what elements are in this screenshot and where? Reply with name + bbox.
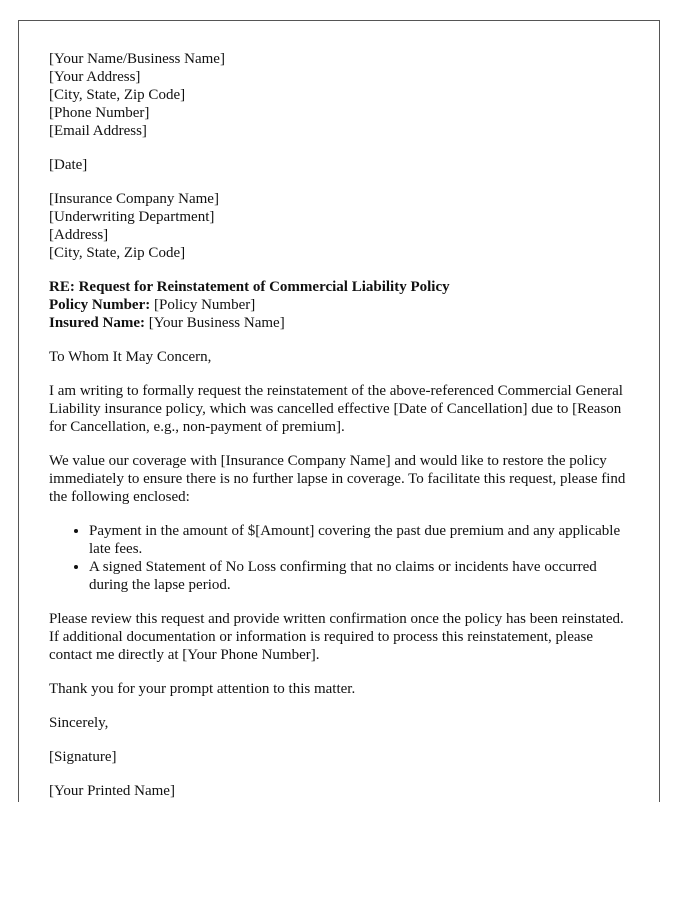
closing-paragraph-2: Thank you for your prompt attention to this matter.: [49, 681, 356, 697]
policy-number-value: [Policy Number]: [150, 297, 256, 313]
insured-name-value: [Your Business Name]: [144, 315, 285, 331]
recipient-company: [Insurance Company Name]: [49, 191, 219, 207]
date-block: [49, 156, 629, 174]
recipient-address: [Address]: [49, 227, 109, 243]
sender-phone: [Phone Number]: [49, 105, 150, 121]
insured-name-label: Insured Name:: [49, 315, 145, 331]
insured-name-line: [49, 314, 629, 332]
letter-date: [Date]: [49, 157, 88, 173]
policy-number-line: [49, 296, 629, 314]
recipient-block: [49, 190, 629, 262]
printed-name: [Your Printed Name]: [49, 783, 175, 799]
enclosures-list: [49, 522, 629, 594]
sender-address: [Your Address]: [49, 69, 141, 85]
signature-placeholder: [Signature]: [49, 749, 117, 765]
enclosure-item-statement: • A signed Statement of No Loss confirming that no claims or incidents have occurred during the lapse period.: [89, 558, 629, 594]
sender-block: [49, 50, 629, 140]
sender-email: [Email Address]: [49, 123, 147, 139]
sender-city-state-zip: [City, State, Zip Code]: [49, 87, 186, 103]
subject-re-line: RE: Request for Reinstatement of Commercial Liability Policy: [49, 279, 450, 295]
body-paragraph-2: We value our coverage with [Insurance Company Name] and would like to restore the policy immediately to ensure there is no further lapse in coverage. To facilitate this request, please find the following enclosed:: [49, 453, 626, 505]
recipient-department: [Underwriting Department]: [49, 209, 215, 225]
sender-name: [Your Name/Business Name]: [49, 51, 225, 67]
letter-page: [18, 20, 660, 802]
policy-number-label: Policy Number:: [49, 297, 151, 313]
closing-paragraph-1: Please review this request and provide written confirmation once the policy has been reinstated. If additional documentation or information is required to process this reinstatement, please contact me directly at [Your Phone Number].: [49, 611, 624, 663]
salutation: To Whom It May Concern,: [49, 349, 212, 365]
signoff: Sincerely,: [49, 715, 109, 731]
subject-block: [49, 278, 629, 332]
recipient-city-state-zip: [City, State, Zip Code]: [49, 245, 186, 261]
body-paragraph-1: I am writing to formally request the reinstatement of the above-referenced Commercial General Liability insurance policy, which was cancelled effective [Date of Cancellation] due to [Reason for Cancellation, e.g., non-payment of premium].: [49, 383, 623, 435]
enclosure-item-payment: • Payment in the amount of $[Amount] covering the past due premium and any applicable late fees.: [89, 522, 629, 558]
